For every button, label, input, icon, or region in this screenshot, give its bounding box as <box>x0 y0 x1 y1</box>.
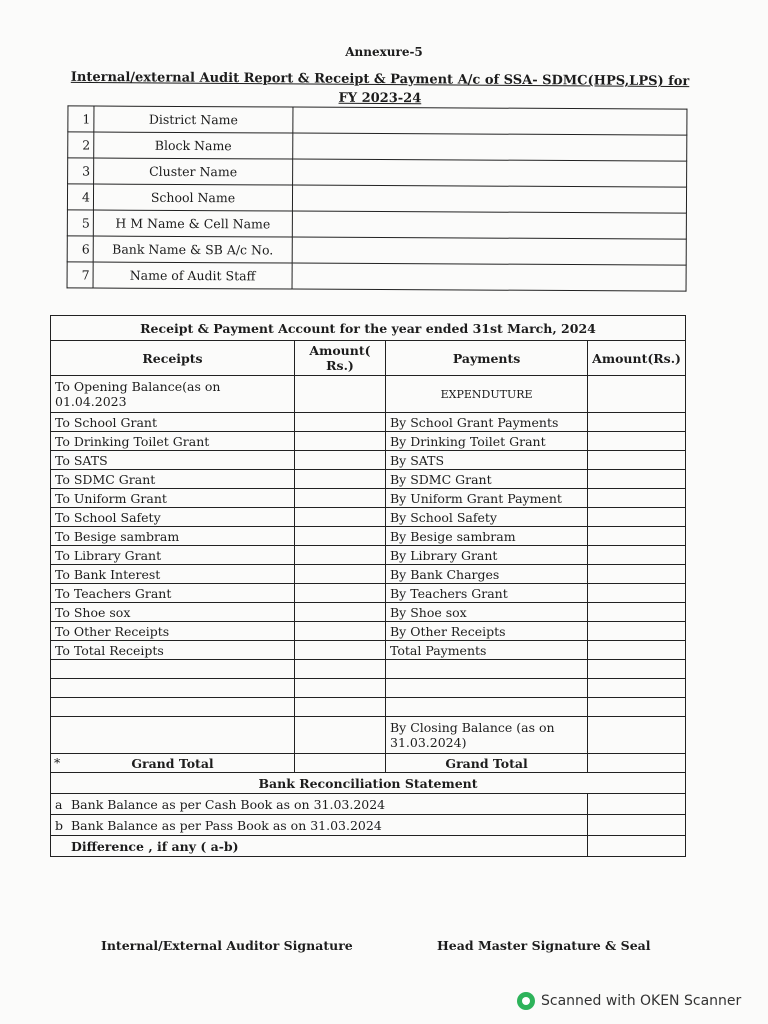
receipt-amount <box>295 413 386 432</box>
info-row-label: H M Name & Cell Name <box>93 210 292 237</box>
payment-amount <box>588 376 686 413</box>
receipt-amount <box>295 641 386 660</box>
recon-heading-row <box>51 773 686 794</box>
info-row-value <box>293 159 687 187</box>
rp-row <box>51 698 686 717</box>
payment-amount <box>588 470 686 489</box>
scanner-text: Scanned with OKEN Scanner <box>541 993 742 1009</box>
rp-row <box>51 717 686 754</box>
auditor-signature-label: Internal/External Auditor Signature <box>101 938 353 953</box>
recon-label: Bank Balance as per Pass Book as on 31.03.2024 <box>71 817 382 833</box>
title-line-1: Internal/external Audit Report & Receipt & Payment A/c of SSA- SDMC(HPS,LPS) for <box>70 69 690 90</box>
payment-item: By Shoe sox <box>386 603 588 622</box>
payment-amount <box>588 489 686 508</box>
grand-total-row <box>51 754 686 773</box>
receipt-item <box>51 698 295 717</box>
receipt-item: To Bank Interest <box>51 565 295 584</box>
recon-amount <box>588 794 686 815</box>
payment-amount <box>588 622 686 641</box>
recon-label: Bank Balance as per Cash Book as on 31.03.2024 <box>71 796 386 812</box>
info-row-number: 3 <box>68 158 94 184</box>
rp-row <box>51 470 686 489</box>
info-row-value <box>293 133 687 161</box>
receipt-amount <box>295 432 386 451</box>
receipt-item: To Besige sambram <box>51 527 295 546</box>
payment-item: By Teachers Grant <box>386 584 588 603</box>
recon-key: b <box>55 817 64 833</box>
info-row-label: Name of Audit Staff <box>93 262 292 289</box>
info-row <box>67 210 686 239</box>
hm-signature-label: Head Master Signature & Seal <box>437 938 651 953</box>
info-row-number: 2 <box>68 132 94 158</box>
payment-amount <box>588 546 686 565</box>
receipt-item: To SDMC Grant <box>51 470 295 489</box>
info-row-number: 7 <box>67 262 93 288</box>
info-row-number: 5 <box>67 210 93 236</box>
receipt-item: To School Grant <box>51 413 295 432</box>
rp-heading: Receipt & Payment Account for the year ended 31st March, 2024 <box>51 316 686 341</box>
receipt-amount <box>295 717 386 754</box>
info-row-number: 1 <box>68 106 94 132</box>
payment-amount <box>588 432 686 451</box>
receipt-amount <box>295 660 386 679</box>
receipt-amount <box>295 451 386 470</box>
payment-item: By Drinking Toilet Grant <box>386 432 588 451</box>
payment-amount <box>588 603 686 622</box>
recon-amount <box>588 815 686 836</box>
payment-amount <box>588 660 686 679</box>
payment-item: EXPENDUTURE <box>386 376 588 413</box>
recon-item <box>51 815 588 836</box>
grand-total-right: Grand Total <box>386 754 588 773</box>
receipt-item: To Library Grant <box>51 546 295 565</box>
star-mark: * <box>54 755 61 770</box>
receipt-amount <box>295 565 386 584</box>
info-row-label: Bank Name & SB A/c No. <box>93 236 292 263</box>
payment-amount <box>588 584 686 603</box>
rp-row <box>51 527 686 546</box>
rp-row <box>51 451 686 470</box>
receipt-item: To Uniform Grant <box>51 489 295 508</box>
title-line-2: FY 2023-24 <box>338 90 422 107</box>
info-row-value <box>292 211 686 239</box>
rp-row <box>51 622 686 641</box>
receipt-amount <box>295 527 386 546</box>
receipt-payment-table <box>50 315 686 857</box>
col-amount-receipts: Amount( Rs.) <box>295 341 386 376</box>
payment-item: By Bank Charges <box>386 565 588 584</box>
recon-amount <box>588 836 686 857</box>
receipt-item: To Other Receipts <box>51 622 295 641</box>
payment-item: By SDMC Grant <box>386 470 588 489</box>
info-row <box>67 184 686 213</box>
receipt-amount <box>295 470 386 489</box>
recon-key: a <box>55 796 63 812</box>
payment-amount <box>588 451 686 470</box>
receipt-item: To Shoe sox <box>51 603 295 622</box>
scanner-watermark <box>517 992 741 1010</box>
payment-item <box>386 698 588 717</box>
info-row-label: Cluster Name <box>94 158 293 185</box>
report-title <box>60 68 700 110</box>
info-row-label: School Name <box>93 184 292 211</box>
receipt-amount <box>295 698 386 717</box>
grand-total-amount-right <box>588 754 686 773</box>
receipt-item <box>51 679 295 698</box>
payment-amount <box>588 641 686 660</box>
receipt-amount <box>295 376 386 413</box>
info-row-value <box>292 185 686 213</box>
grand-total-left <box>51 754 295 773</box>
recon-row <box>51 815 686 836</box>
receipt-amount <box>295 508 386 527</box>
payment-item: Total Payments <box>386 641 588 660</box>
grand-total-left-label: Grand Total <box>131 755 214 771</box>
rp-row <box>51 565 686 584</box>
payment-item: By Closing Balance (as on 31.03.2024) <box>386 717 588 754</box>
info-row <box>68 132 687 161</box>
rp-row <box>51 546 686 565</box>
info-row-value <box>292 263 686 291</box>
recon-row <box>51 794 686 815</box>
info-row-label: Block Name <box>94 132 293 159</box>
receipt-amount <box>295 489 386 508</box>
rp-row <box>51 603 686 622</box>
receipt-amount <box>295 603 386 622</box>
receipt-item: To SATS <box>51 451 295 470</box>
payment-item: By School Grant Payments <box>386 413 588 432</box>
recon-item <box>51 836 588 857</box>
info-row-number: 6 <box>67 236 93 262</box>
rp-row <box>51 508 686 527</box>
scanner-logo-icon <box>517 992 535 1010</box>
info-row-value <box>293 107 687 135</box>
payment-amount <box>588 679 686 698</box>
rp-row <box>51 413 686 432</box>
payment-item: By SATS <box>386 451 588 470</box>
rp-row <box>51 489 686 508</box>
receipt-amount <box>295 546 386 565</box>
info-row <box>67 236 686 265</box>
col-receipts: Receipts <box>51 341 295 376</box>
rp-row <box>51 679 686 698</box>
info-row-number: 4 <box>67 184 93 210</box>
rp-row <box>51 376 686 413</box>
receipt-item: To School Safety <box>51 508 295 527</box>
rp-row <box>51 660 686 679</box>
payment-item: By Besige sambram <box>386 527 588 546</box>
payment-amount <box>588 413 686 432</box>
receipt-amount <box>295 622 386 641</box>
info-row <box>67 262 686 291</box>
receipt-item: To Teachers Grant <box>51 584 295 603</box>
info-row-label: District Name <box>94 106 293 133</box>
recon-label: Difference , if any ( a-b) <box>71 838 239 854</box>
recon-heading: Bank Reconciliation Statement <box>51 773 686 794</box>
recon-row <box>51 836 686 857</box>
col-payments: Payments <box>386 341 588 376</box>
receipt-amount <box>295 679 386 698</box>
receipt-item: To Drinking Toilet Grant <box>51 432 295 451</box>
info-row <box>68 158 687 187</box>
payment-amount <box>588 508 686 527</box>
payment-item: By School Safety <box>386 508 588 527</box>
receipt-amount <box>295 584 386 603</box>
rp-row <box>51 641 686 660</box>
payment-item: By Uniform Grant Payment <box>386 489 588 508</box>
payment-amount <box>588 565 686 584</box>
payment-amount <box>588 717 686 754</box>
col-amount-payments: Amount(Rs.) <box>588 341 686 376</box>
payment-item: By Other Receipts <box>386 622 588 641</box>
rp-row <box>51 432 686 451</box>
recon-item <box>51 794 588 815</box>
payment-amount <box>588 698 686 717</box>
payment-amount <box>588 527 686 546</box>
payment-item <box>386 660 588 679</box>
receipt-item <box>51 717 295 754</box>
receipt-item: To Total Receipts <box>51 641 295 660</box>
payment-item: By Library Grant <box>386 546 588 565</box>
payment-item <box>386 679 588 698</box>
school-info-table <box>67 105 688 291</box>
receipt-item <box>51 660 295 679</box>
receipt-item: To Opening Balance(as on 01.04.2023 <box>51 376 295 413</box>
rp-row <box>51 584 686 603</box>
grand-total-amount-left <box>295 754 386 773</box>
info-row <box>68 106 687 135</box>
annexure-label: Annexure-5 <box>345 45 423 59</box>
info-row-value <box>292 237 686 265</box>
